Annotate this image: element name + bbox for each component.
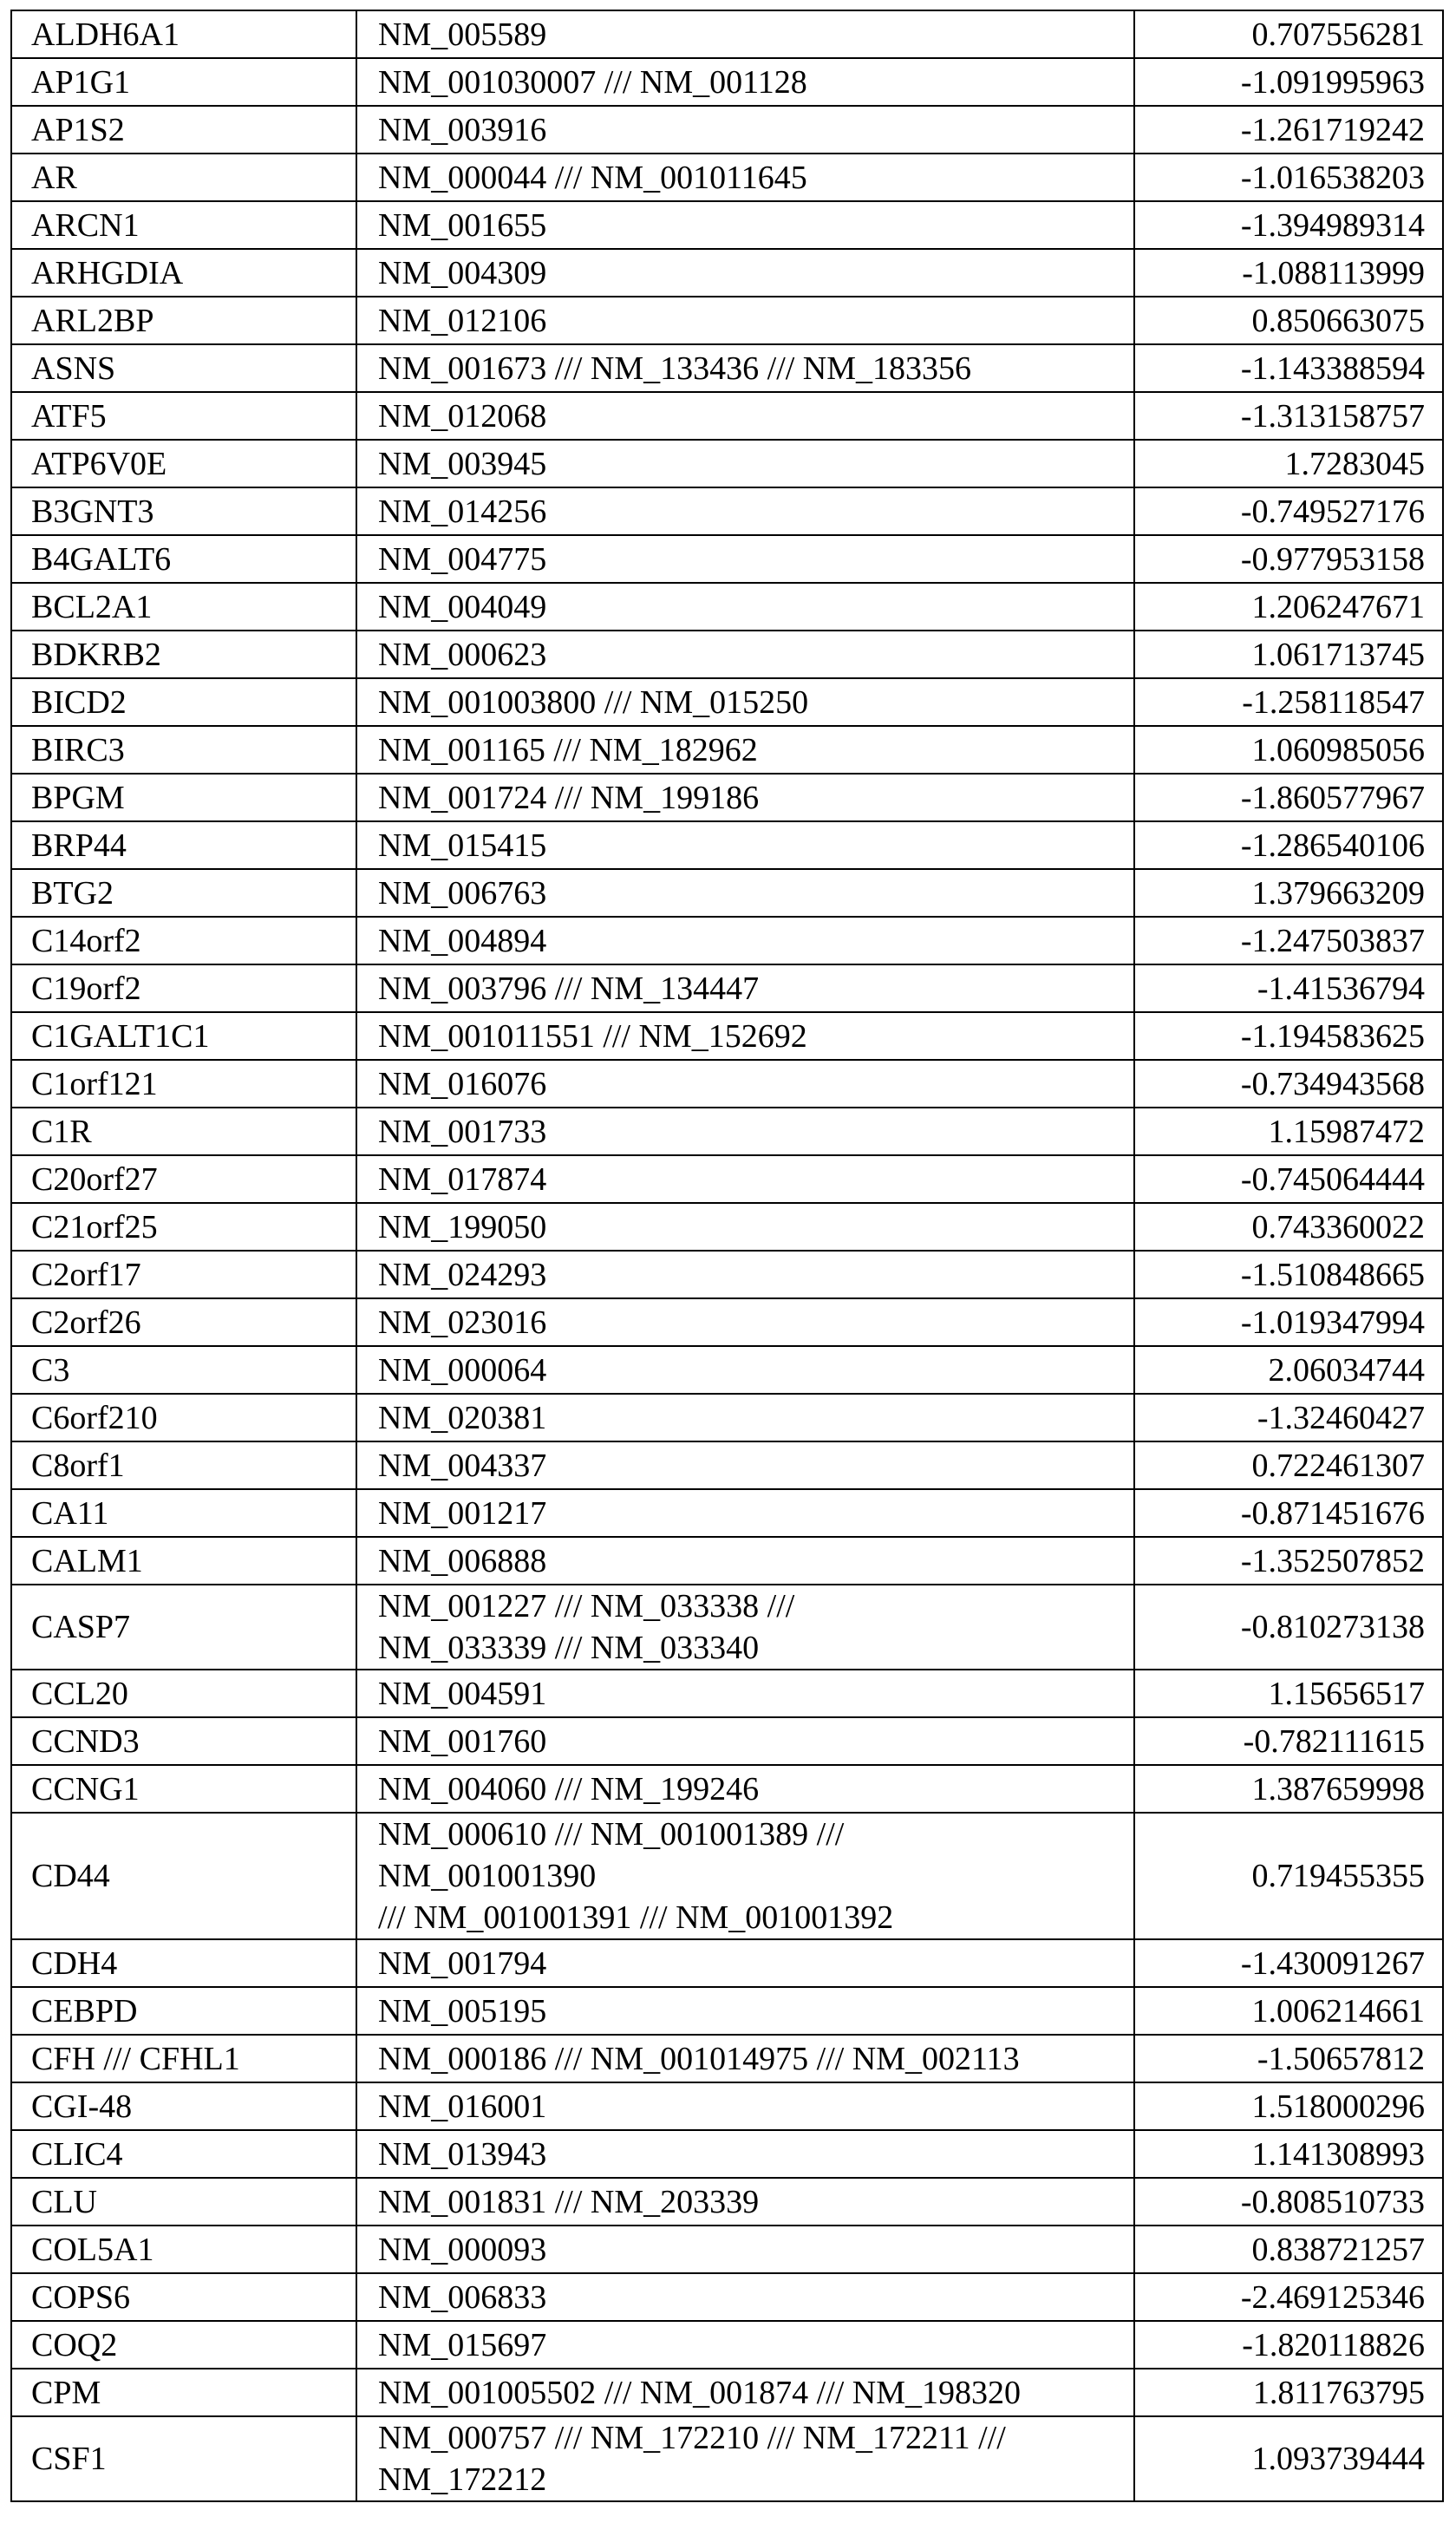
value-cell: -1.091995963 bbox=[1134, 58, 1443, 106]
table-row bbox=[11, 1765, 1443, 1813]
gene-symbol-cell: BRP44 bbox=[11, 821, 356, 869]
gene-symbol-cell: COPS6 bbox=[11, 2273, 356, 2321]
value-cell: -1.50657812 bbox=[1134, 2035, 1443, 2082]
gene-symbol-cell: COL5A1 bbox=[11, 2226, 356, 2273]
gene-symbol-cell: C2orf26 bbox=[11, 1298, 356, 1346]
table-row bbox=[11, 1537, 1443, 1585]
gene-symbol-cell: CGI-48 bbox=[11, 2082, 356, 2130]
gene-symbol-cell: ASNS bbox=[11, 344, 356, 392]
accession-cell: NM_014256 bbox=[356, 487, 1134, 535]
value-cell: -1.41536794 bbox=[1134, 964, 1443, 1012]
gene-expression-table bbox=[10, 10, 1444, 2502]
table-row bbox=[11, 58, 1443, 106]
gene-symbol-cell: CCL20 bbox=[11, 1670, 356, 1717]
gene-symbol-cell: CCND3 bbox=[11, 1717, 356, 1765]
accession-cell: NM_023016 bbox=[356, 1298, 1134, 1346]
value-cell: 1.387659998 bbox=[1134, 1765, 1443, 1813]
table-row bbox=[11, 2273, 1443, 2321]
value-cell: 0.707556281 bbox=[1134, 10, 1443, 58]
table-row bbox=[11, 1060, 1443, 1108]
value-cell: -1.247503837 bbox=[1134, 917, 1443, 964]
accession-cell: NM_016001 bbox=[356, 2082, 1134, 2130]
accession-cell: NM_001217 bbox=[356, 1489, 1134, 1537]
value-cell: 0.719455355 bbox=[1134, 1813, 1443, 1939]
gene-symbol-cell: BPGM bbox=[11, 774, 356, 821]
table-row bbox=[11, 1298, 1443, 1346]
table-row bbox=[11, 631, 1443, 678]
table-row bbox=[11, 678, 1443, 726]
accession-cell: NM_016076 bbox=[356, 1060, 1134, 1108]
value-cell: -1.261719242 bbox=[1134, 106, 1443, 154]
table-row bbox=[11, 297, 1443, 344]
value-cell: -1.258118547 bbox=[1134, 678, 1443, 726]
table-row bbox=[11, 2416, 1443, 2501]
value-cell: 1.518000296 bbox=[1134, 2082, 1443, 2130]
table-row bbox=[11, 106, 1443, 154]
table-row bbox=[11, 1346, 1443, 1394]
gene-symbol-cell: AR bbox=[11, 154, 356, 201]
accession-cell: NM_020381 bbox=[356, 1394, 1134, 1441]
gene-symbol-cell: ARL2BP bbox=[11, 297, 356, 344]
value-cell: -1.860577967 bbox=[1134, 774, 1443, 821]
accession-cell: NM_000064 bbox=[356, 1346, 1134, 1394]
gene-symbol-cell: CD44 bbox=[11, 1813, 356, 1939]
accession-cell: NM_000186 /// NM_001014975 /// NM_002113 bbox=[356, 2035, 1134, 2082]
accession-cell: NM_001005502 /// NM_001874 /// NM_198320 bbox=[356, 2369, 1134, 2416]
value-cell: 1.093739444 bbox=[1134, 2416, 1443, 2501]
value-cell: 0.838721257 bbox=[1134, 2226, 1443, 2273]
table-body bbox=[11, 10, 1443, 2501]
gene-symbol-cell: CCNG1 bbox=[11, 1765, 356, 1813]
table-row bbox=[11, 1717, 1443, 1765]
accession-cell: NM_004049 bbox=[356, 583, 1134, 631]
accession-cell: NM_005195 bbox=[356, 1987, 1134, 2035]
table-row bbox=[11, 10, 1443, 58]
accession-cell: NM_001831 /// NM_203339 bbox=[356, 2178, 1134, 2226]
accession-cell: NM_013943 bbox=[356, 2130, 1134, 2178]
value-cell: -1.016538203 bbox=[1134, 154, 1443, 201]
table-row bbox=[11, 1394, 1443, 1441]
gene-symbol-cell: BTG2 bbox=[11, 869, 356, 917]
accession-cell: NM_012106 bbox=[356, 297, 1134, 344]
gene-symbol-cell: ARHGDIA bbox=[11, 249, 356, 297]
value-cell: 0.850663075 bbox=[1134, 297, 1443, 344]
gene-symbol-cell: CPM bbox=[11, 2369, 356, 2416]
accession-cell: NM_015415 bbox=[356, 821, 1134, 869]
accession-cell: NM_000610 /// NM_001001389 /// NM_001001390 /// NM_001001391 /// NM_001001392 bbox=[356, 1813, 1134, 1939]
value-cell: -0.810273138 bbox=[1134, 1585, 1443, 1670]
accession-cell: NM_003945 bbox=[356, 440, 1134, 487]
value-cell: -1.143388594 bbox=[1134, 344, 1443, 392]
value-cell: 1.141308993 bbox=[1134, 2130, 1443, 2178]
gene-symbol-cell: BDKRB2 bbox=[11, 631, 356, 678]
table-row bbox=[11, 440, 1443, 487]
table-row bbox=[11, 1939, 1443, 1987]
accession-cell: NM_004894 bbox=[356, 917, 1134, 964]
value-cell: -1.430091267 bbox=[1134, 1939, 1443, 1987]
gene-symbol-cell: ATF5 bbox=[11, 392, 356, 440]
gene-symbol-cell: C8orf1 bbox=[11, 1441, 356, 1489]
gene-symbol-cell: C19orf2 bbox=[11, 964, 356, 1012]
value-cell: -0.734943568 bbox=[1134, 1060, 1443, 1108]
table-row bbox=[11, 964, 1443, 1012]
gene-symbol-cell: BCL2A1 bbox=[11, 583, 356, 631]
gene-symbol-cell: B3GNT3 bbox=[11, 487, 356, 535]
value-cell: 1.811763795 bbox=[1134, 2369, 1443, 2416]
gene-symbol-cell: C1GALT1C1 bbox=[11, 1012, 356, 1060]
table-row bbox=[11, 2178, 1443, 2226]
gene-symbol-cell: C1orf121 bbox=[11, 1060, 356, 1108]
value-cell: -0.745064444 bbox=[1134, 1155, 1443, 1203]
value-cell: -1.510848665 bbox=[1134, 1251, 1443, 1298]
table-row bbox=[11, 1987, 1443, 2035]
value-cell: 1.206247671 bbox=[1134, 583, 1443, 631]
table-row bbox=[11, 1203, 1443, 1251]
gene-symbol-cell: AP1S2 bbox=[11, 106, 356, 154]
table-row bbox=[11, 1441, 1443, 1489]
accession-cell: NM_001030007 /// NM_001128 bbox=[356, 58, 1134, 106]
accession-cell: NM_004591 bbox=[356, 1670, 1134, 1717]
gene-symbol-cell: C20orf27 bbox=[11, 1155, 356, 1203]
table-row bbox=[11, 1489, 1443, 1537]
value-cell: -0.871451676 bbox=[1134, 1489, 1443, 1537]
value-cell: 1.15987472 bbox=[1134, 1108, 1443, 1155]
accession-cell: NM_001724 /// NM_199186 bbox=[356, 774, 1134, 821]
gene-symbol-cell: BIRC3 bbox=[11, 726, 356, 774]
gene-symbol-cell: C6orf210 bbox=[11, 1394, 356, 1441]
value-cell: -1.019347994 bbox=[1134, 1298, 1443, 1346]
value-cell: 0.743360022 bbox=[1134, 1203, 1443, 1251]
value-cell: 1.060985056 bbox=[1134, 726, 1443, 774]
gene-symbol-cell: CLU bbox=[11, 2178, 356, 2226]
gene-symbol-cell: ALDH6A1 bbox=[11, 10, 356, 58]
gene-symbol-cell: CEBPD bbox=[11, 1987, 356, 2035]
gene-symbol-cell: CA11 bbox=[11, 1489, 356, 1537]
gene-symbol-cell: CASP7 bbox=[11, 1585, 356, 1670]
accession-cell: NM_199050 bbox=[356, 1203, 1134, 1251]
table-row bbox=[11, 2321, 1443, 2369]
value-cell: -1.820118826 bbox=[1134, 2321, 1443, 2369]
table-row bbox=[11, 917, 1443, 964]
value-cell: 1.379663209 bbox=[1134, 869, 1443, 917]
gene-symbol-cell: C21orf25 bbox=[11, 1203, 356, 1251]
value-cell: 1.7283045 bbox=[1134, 440, 1443, 487]
value-cell: -1.352507852 bbox=[1134, 1537, 1443, 1585]
gene-symbol-cell: CFH /// CFHL1 bbox=[11, 2035, 356, 2082]
accession-cell: NM_004060 /// NM_199246 bbox=[356, 1765, 1134, 1813]
value-cell: 1.15656517 bbox=[1134, 1670, 1443, 1717]
table-row bbox=[11, 392, 1443, 440]
table-row bbox=[11, 774, 1443, 821]
table-row bbox=[11, 2130, 1443, 2178]
accession-cell: NM_015697 bbox=[356, 2321, 1134, 2369]
table-row bbox=[11, 1108, 1443, 1155]
table-row bbox=[11, 726, 1443, 774]
table-row bbox=[11, 2035, 1443, 2082]
gene-symbol-cell: ATP6V0E bbox=[11, 440, 356, 487]
accession-cell: NM_000093 bbox=[356, 2226, 1134, 2273]
value-cell: 1.061713745 bbox=[1134, 631, 1443, 678]
value-cell: -0.977953158 bbox=[1134, 535, 1443, 583]
table-row bbox=[11, 2226, 1443, 2273]
accession-cell: NM_012068 bbox=[356, 392, 1134, 440]
accession-cell: NM_004309 bbox=[356, 249, 1134, 297]
accession-cell: NM_001794 bbox=[356, 1939, 1134, 1987]
table-row bbox=[11, 583, 1443, 631]
table-row bbox=[11, 249, 1443, 297]
table-row bbox=[11, 154, 1443, 201]
gene-symbol-cell: COQ2 bbox=[11, 2321, 356, 2369]
gene-symbol-cell: C3 bbox=[11, 1346, 356, 1394]
gene-symbol-cell: BICD2 bbox=[11, 678, 356, 726]
accession-cell: NM_000044 /// NM_001011645 bbox=[356, 154, 1134, 201]
table-row bbox=[11, 487, 1443, 535]
value-cell: -1.32460427 bbox=[1134, 1394, 1443, 1441]
table-row bbox=[11, 201, 1443, 249]
value-cell: -0.782111615 bbox=[1134, 1717, 1443, 1765]
value-cell: -1.194583625 bbox=[1134, 1012, 1443, 1060]
value-cell: -0.749527176 bbox=[1134, 487, 1443, 535]
accession-cell: NM_005589 bbox=[356, 10, 1134, 58]
table-row bbox=[11, 535, 1443, 583]
accession-cell: NM_000623 bbox=[356, 631, 1134, 678]
table-row bbox=[11, 1155, 1443, 1203]
table-row bbox=[11, 1813, 1443, 1939]
accession-cell: NM_001165 /// NM_182962 bbox=[356, 726, 1134, 774]
table-row bbox=[11, 1670, 1443, 1717]
value-cell: -1.088113999 bbox=[1134, 249, 1443, 297]
table-row bbox=[11, 1012, 1443, 1060]
gene-symbol-cell: CALM1 bbox=[11, 1537, 356, 1585]
accession-cell: NM_003916 bbox=[356, 106, 1134, 154]
value-cell: -1.394989314 bbox=[1134, 201, 1443, 249]
accession-cell: NM_001655 bbox=[356, 201, 1134, 249]
table-row bbox=[11, 821, 1443, 869]
accession-cell: NM_024293 bbox=[356, 1251, 1134, 1298]
accession-cell: NM_004337 bbox=[356, 1441, 1134, 1489]
table-row bbox=[11, 1251, 1443, 1298]
accession-cell: NM_001003800 /// NM_015250 bbox=[356, 678, 1134, 726]
accession-cell: NM_001227 /// NM_033338 /// NM_033339 /// NM_033340 bbox=[356, 1585, 1134, 1670]
accession-cell: NM_006888 bbox=[356, 1537, 1134, 1585]
accession-cell: NM_001011551 /// NM_152692 bbox=[356, 1012, 1134, 1060]
gene-symbol-cell: C14orf2 bbox=[11, 917, 356, 964]
value-cell: -1.286540106 bbox=[1134, 821, 1443, 869]
gene-symbol-cell: C1R bbox=[11, 1108, 356, 1155]
gene-symbol-cell: CDH4 bbox=[11, 1939, 356, 1987]
value-cell: -2.469125346 bbox=[1134, 2273, 1443, 2321]
value-cell: 0.722461307 bbox=[1134, 1441, 1443, 1489]
gene-symbol-cell: CSF1 bbox=[11, 2416, 356, 2501]
accession-cell: NM_000757 /// NM_172210 /// NM_172211 /// NM_172212 bbox=[356, 2416, 1134, 2501]
gene-symbol-cell: ARCN1 bbox=[11, 201, 356, 249]
accession-cell: NM_017874 bbox=[356, 1155, 1134, 1203]
gene-symbol-cell: CLIC4 bbox=[11, 2130, 356, 2178]
value-cell: 1.006214661 bbox=[1134, 1987, 1443, 2035]
table-row bbox=[11, 2369, 1443, 2416]
accession-cell: NM_006763 bbox=[356, 869, 1134, 917]
gene-symbol-cell: C2orf17 bbox=[11, 1251, 356, 1298]
value-cell: 2.06034744 bbox=[1134, 1346, 1443, 1394]
accession-cell: NM_001760 bbox=[356, 1717, 1134, 1765]
gene-symbol-cell: B4GALT6 bbox=[11, 535, 356, 583]
gene-symbol-cell: AP1G1 bbox=[11, 58, 356, 106]
accession-cell: NM_001733 bbox=[356, 1108, 1134, 1155]
accession-cell: NM_004775 bbox=[356, 535, 1134, 583]
table-row bbox=[11, 344, 1443, 392]
accession-cell: NM_006833 bbox=[356, 2273, 1134, 2321]
value-cell: -0.808510733 bbox=[1134, 2178, 1443, 2226]
accession-cell: NM_003796 /// NM_134447 bbox=[356, 964, 1134, 1012]
table-row bbox=[11, 1585, 1443, 1670]
accession-cell: NM_001673 /// NM_133436 /// NM_183356 bbox=[356, 344, 1134, 392]
table-row bbox=[11, 869, 1443, 917]
value-cell: -1.313158757 bbox=[1134, 392, 1443, 440]
table-row bbox=[11, 2082, 1443, 2130]
